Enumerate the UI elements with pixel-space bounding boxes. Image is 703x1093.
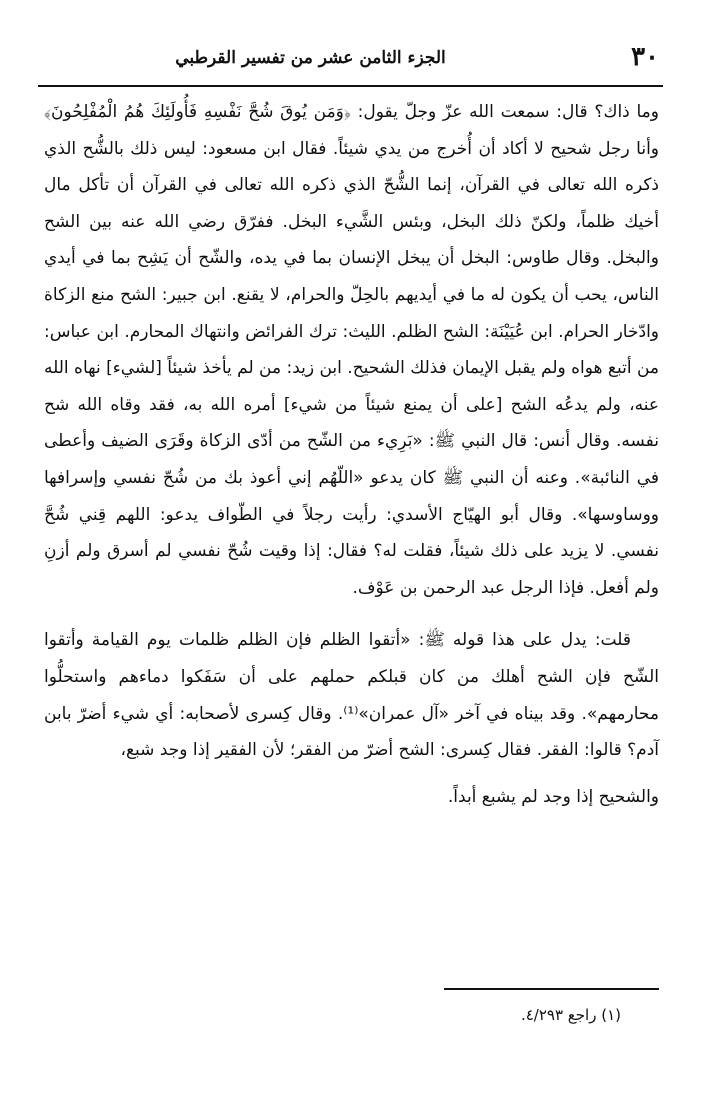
page-number: ٣٠ bbox=[631, 42, 659, 72]
paragraph: قلت: يدل على هذا قوله ﷺ: «أتقوا الظلم فإن الظلم ظلمات يوم القيامة وأتقوا الشّح فإن الشح أهلك من كان قبلكم حملهم على أن سَفَكوا دماءهم واستحلُّوا محارمهم». وقد بيناه في آخر «آل عمران»⁽¹⁾. وقال كِسرى لأصحابه: أي شيء أضرّ بابن آدم؟ قالوا: الفقر. فقال كِسرى: الشح أضرّ من الفقر؛ لأن الفقير إذا وجد شبع، bbox=[44, 630, 659, 761]
page-header bbox=[38, 42, 663, 82]
running-title: الجزء الثامن عشر من تفسير القرطبي bbox=[175, 48, 446, 68]
footnote-rule bbox=[444, 988, 659, 990]
header-rule bbox=[38, 85, 663, 87]
paragraph: والشحيح إذا وجد لم يشبع أبداً. bbox=[447, 786, 659, 807]
body-text bbox=[44, 94, 659, 815]
paragraph: وما ذاك؟ قال: سمعت الله عزّ وجلّ يقول: ﴿وَمَن يُوقَ شُحَّ نَفْسِهِ فَأُولَئِكَ هُمُ الْمُفْلِحُونَ﴾ وأنا رجل شحيح لا أكاد أن أُخرج من يدي شيئاً. فقال ابن مسعود: ليس ذلك بالشُّح الذي ذكره الله تعالى في القرآن، إنما الشُّحّ الذي ذكره الله تعالى في القرآن أن تأكل مال أخيك ظلماً، ولكنّ ذلك البخل، وبئس الشَّيء البخل. ففرّق رضي الله عنه بين الشح والبخل. وقال طاوس: البخل أن يبخل الإنسان بما في يده، والشّح أن يَشِح بما في أيدي الناس، يحب أن يكون له ما في أيديهم بالحِلّ والحرام، لا يقنع. ابن جبير: الشح منع الزكاة وادّخار الحرام. ابن عُيَيْنَة: الشح الظلم. الليث: ترك الفرائض وانتهاك المحارم. ابن عباس: من أتبع هواه ولم يقبل الإيمان فذلك الشحيح. ابن زيد: من لم يأخذ شيئاً [لشيء] نهاه الله عنه، ولم يدعُه الشح [على أن يمنع شيئاً من شيء] أمره الله به، فقد وقاه الله شح نفسه. وقال أنس: قال النبي ﷺ: «بَرِيء من الشّح من أدّى الزكاة وقَرَى الضيف وأعطى في النائبة». وعنه أن النبي ﷺ كان يدعو «اللّهُم إني أعوذ بك من شُحّ نفسي وإسرافها ووساوسها». وقال أبو الهيّاج الأسدي: رأيت رجلاً في الطّواف يدعو: اللهم قِني شُحَّ نفسي. لا يزيد على ذلك شيئاً، فقلت له؟ فقال: إذا وقيت شُحّ نفسي لم أسرق ولم أزنِ ولم أفعل. فإذا الرجل عبد الرحمن بن عَوْف. bbox=[44, 102, 659, 598]
footnote: (١) راجع ٤/٢٩٣. bbox=[520, 1006, 621, 1024]
